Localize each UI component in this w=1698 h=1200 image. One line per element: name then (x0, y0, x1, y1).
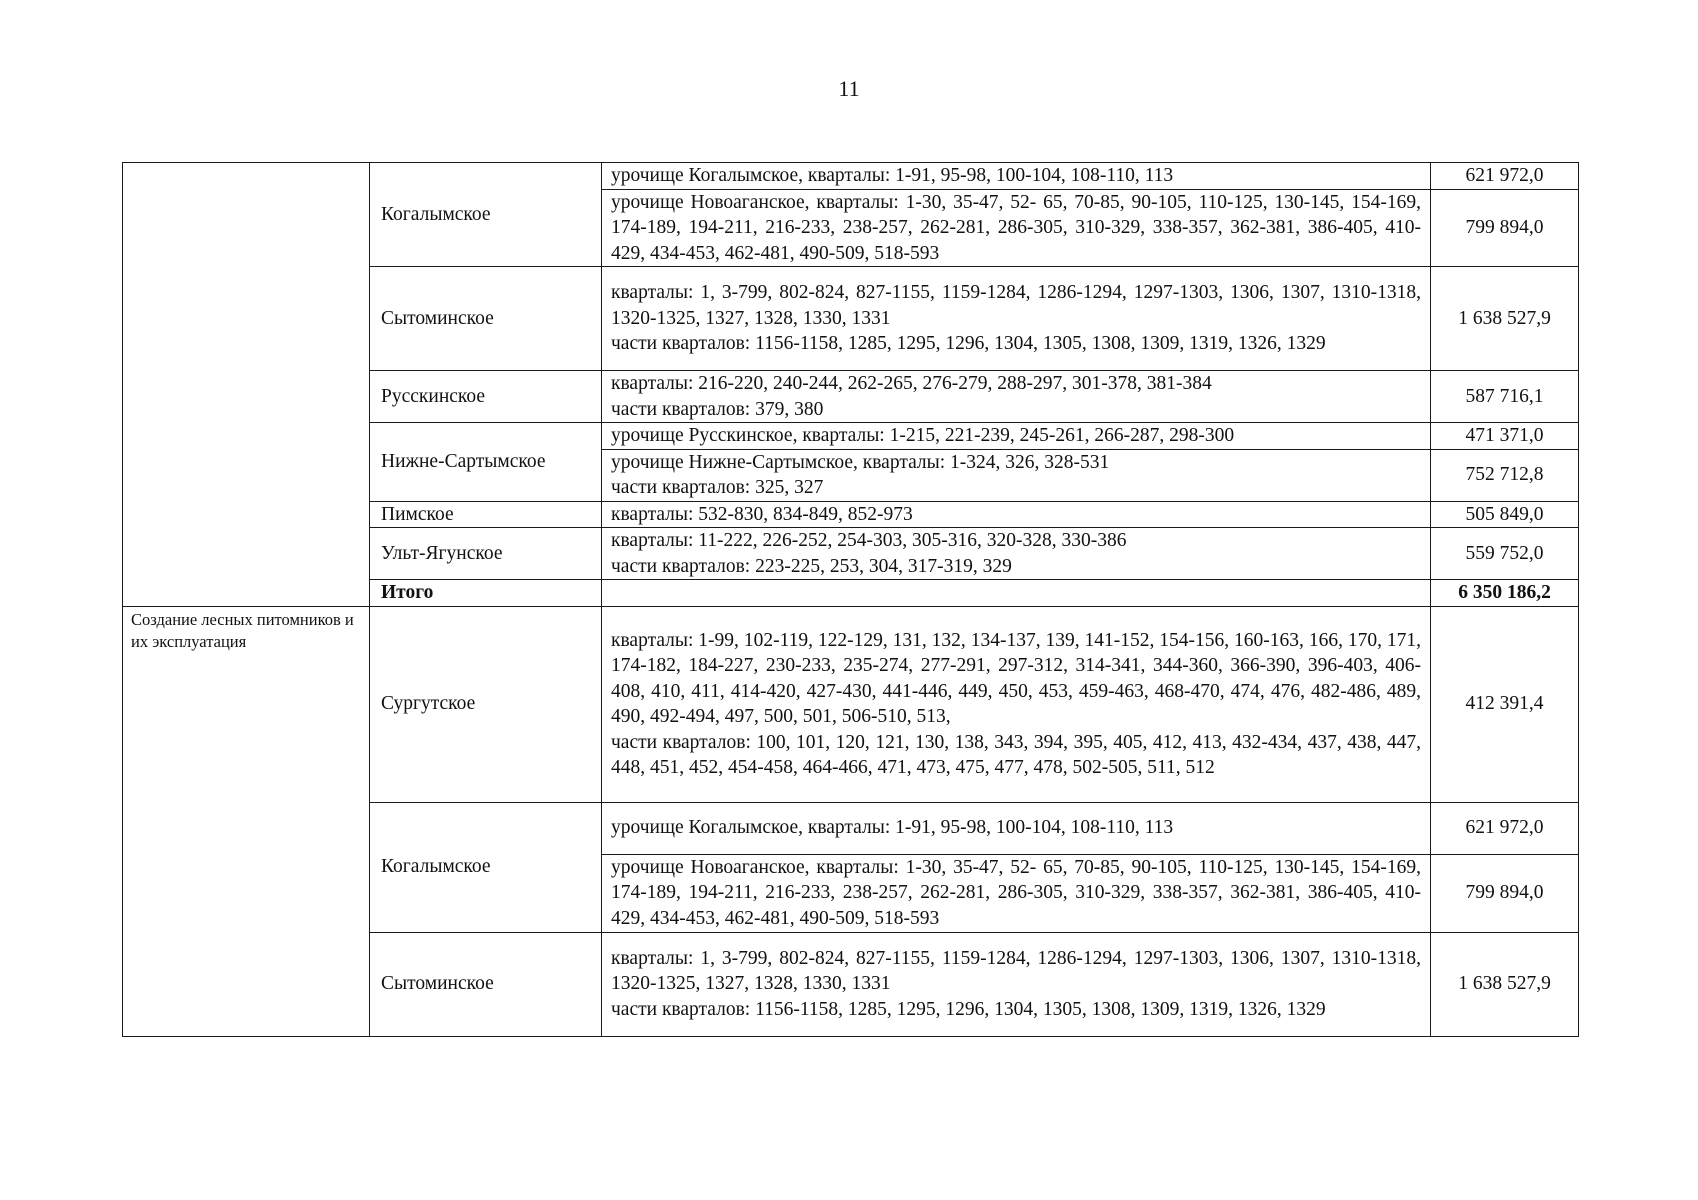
area-cell: 505 849,0 (1431, 501, 1579, 528)
forestry-cell: Когалымское (370, 163, 602, 267)
forestry-cell: Ульт-Ягунское (370, 528, 602, 580)
quarters-cell: кварталы: 11-222, 226-252, 254-303, 305-316, 320-328, 330-386 части кварталов: 223-225, 253, 304, 317-319, 329 (602, 528, 1431, 580)
quarters-cell: урочище Русскинское, кварталы: 1-215, 221-239, 245-261, 266-287, 298-300 (602, 423, 1431, 450)
quarters-cell: урочище Когалымское, кварталы: 1-91, 95-98, 100-104, 108-110, 113 (602, 802, 1431, 854)
quarters-cell: урочище Новоаганское, кварталы: 1-30, 35-47, 52- 65, 70-85, 90-105, 110-125, 130-145, 154-169, 174-189, 194-211, 216-233, 238-257, 262-281, 286-305, 310-329, 338-357, 362-381, 386-405, 410-429, 434-453, 462-481, 490-509, 518-593 (602, 854, 1431, 932)
quarters-cell: кварталы: 1, 3-799, 802-824, 827-1155, 1159-1284, 1286-1294, 1297-1303, 1306, 1307, 1310-1318, 1320-1325, 1327, 1328, 1330, 1331 части кварталов: 1156-1158, 1285, 1295, 1296, 1304, 1305, 1308, 1309, 1319, 1326, 1329 (602, 932, 1431, 1036)
area-cell: 621 972,0 (1431, 163, 1579, 190)
quarters-cell: урочище Нижне-Сартымское, кварталы: 1-324, 326, 328-531 части кварталов: 325, 327 (602, 449, 1431, 501)
forestry-cell: Когалымское (370, 802, 602, 932)
forestry-cell: Сытоминское (370, 267, 602, 371)
table-row (123, 606, 1579, 802)
area-cell: 621 972,0 (1431, 802, 1579, 854)
quarters-cell: кварталы: 532-830, 834-849, 852-973 (602, 501, 1431, 528)
area-cell: 1 638 527,9 (1431, 932, 1579, 1036)
total-area: 6 350 186,2 (1431, 580, 1579, 607)
forest-quarters-table (122, 162, 1579, 1037)
area-cell: 559 752,0 (1431, 528, 1579, 580)
activity-cell (123, 163, 370, 607)
quarters-cell: урочище Новоаганское, кварталы: 1-30, 35-47, 52- 65, 70-85, 90-105, 110-125, 130-145, 154-169, 174-189, 194-211, 216-233, 238-257, 262-281, 286-305, 310-329, 338-357, 362-381, 386-405, 410-429, 434-453, 462-481, 490-509, 518-593 (602, 189, 1431, 267)
area-cell: 587 716,1 (1431, 371, 1579, 423)
area-cell: 471 371,0 (1431, 423, 1579, 450)
area-cell: 1 638 527,9 (1431, 267, 1579, 371)
area-cell: 799 894,0 (1431, 189, 1579, 267)
forestry-cell: Русскинское (370, 371, 602, 423)
quarters-cell: кварталы: 216-220, 240-244, 262-265, 276-279, 288-297, 301-378, 381-384 части кварталов: 379, 380 (602, 371, 1431, 423)
area-cell: 799 894,0 (1431, 854, 1579, 932)
area-cell: 412 391,4 (1431, 606, 1579, 802)
page-number: 11 (838, 76, 860, 101)
forestry-cell: Нижне-Сартымское (370, 423, 602, 502)
quarters-cell: кварталы: 1, 3-799, 802-824, 827-1155, 1159-1284, 1286-1294, 1297-1303, 1306, 1307, 1310-1318, 1320-1325, 1327, 1328, 1330, 1331 части кварталов: 1156-1158, 1285, 1295, 1296, 1304, 1305, 1308, 1309, 1319, 1326, 1329 (602, 267, 1431, 371)
quarters-cell: кварталы: 1-99, 102-119, 122-129, 131, 132, 134-137, 139, 141-152, 154-156, 160-163, 166, 170, 171, 174-182, 184-227, 230-233, 235-274, 277-291, 297-312, 314-341, 344-360, 366-390, 396-403, 406-408, 410, 411, 414-420, 427-430, 441-446, 449, 450, 453, 459-463, 468-470, 474, 476, 482-486, 489, 490, 492-494, 497, 500, 501, 506-510, 513, части кварталов: 100, 101, 120, 121, 130, 138, 343, 394, 395, 405, 412, 413, 432-434, 437, 438, 447, 448, 451, 452, 454-458, 464-466, 471, 473, 475, 477, 478, 502-505, 511, 512 (602, 606, 1431, 802)
area-cell: 752 712,8 (1431, 449, 1579, 501)
forestry-cell: Сургутское (370, 606, 602, 802)
activity-cell: Создание лесных питомников и их эксплуатация (123, 606, 370, 1036)
total-label: Итого (370, 580, 602, 607)
quarters-cell (602, 580, 1431, 607)
quarters-cell: урочище Когалымское, кварталы: 1-91, 95-98, 100-104, 108-110, 113 (602, 163, 1431, 190)
table-row (123, 163, 1579, 190)
forestry-cell: Пимское (370, 501, 602, 528)
forestry-cell: Сытоминское (370, 932, 602, 1036)
